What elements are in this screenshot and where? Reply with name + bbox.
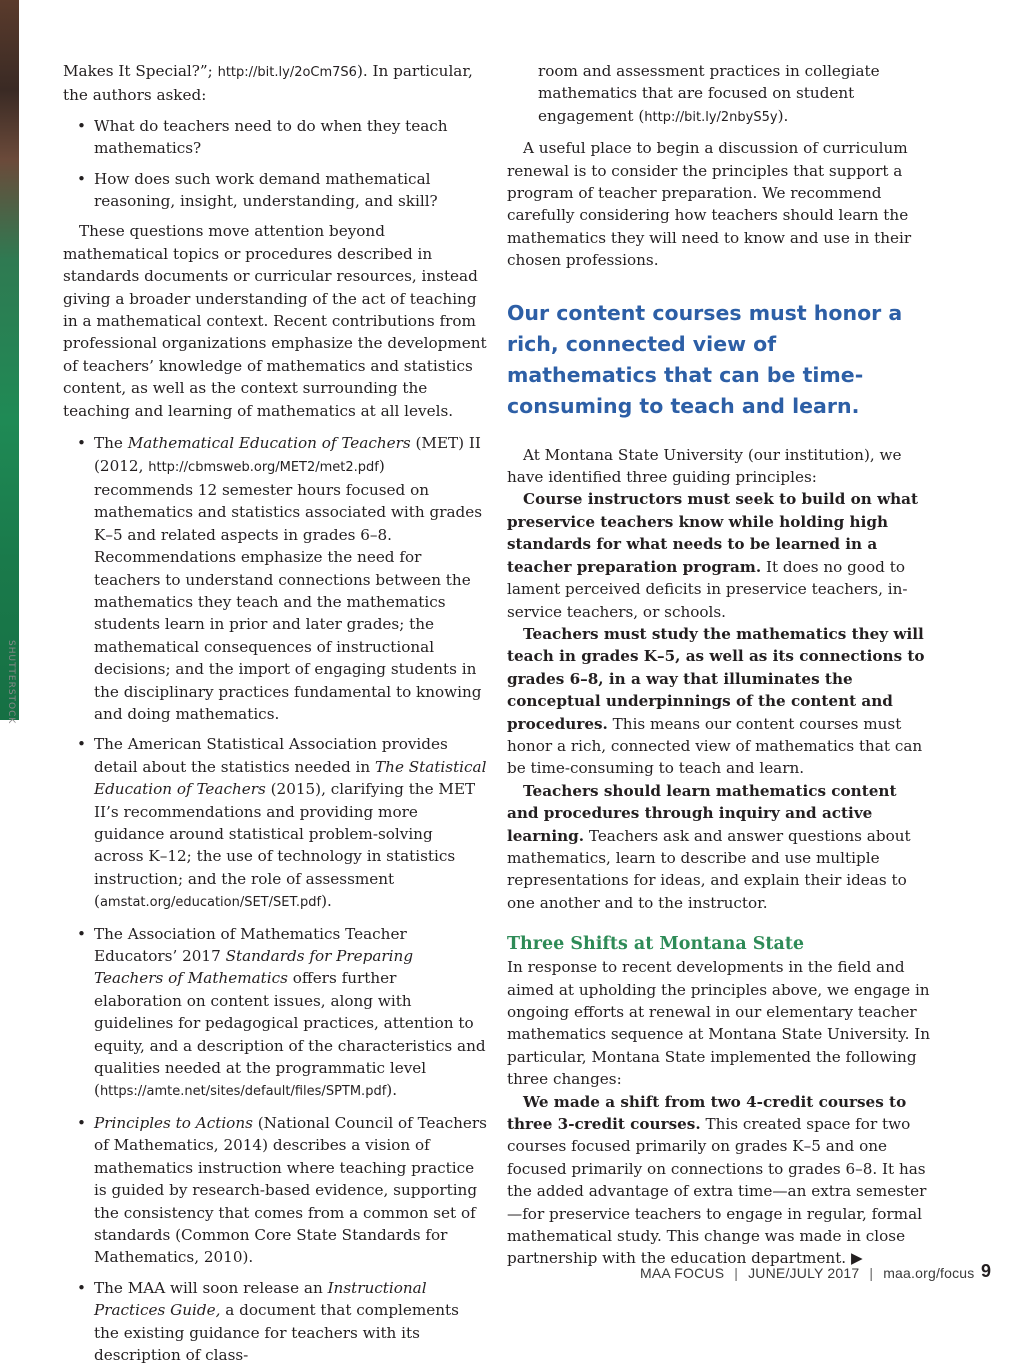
link-url[interactable]: http://bit.ly/2oCm7S6 bbox=[217, 65, 357, 80]
link-url[interactable]: https://amte.net/sites/default/files/SPTM.pdf bbox=[99, 1084, 387, 1100]
list-continuation: room and assessment practices in collegiate mathematics that are focused on student engagement (http://bit.ly/2nbyS5y). bbox=[538, 62, 880, 125]
question-list bbox=[63, 115, 487, 213]
principle-paragraph: Teachers should learn mathematics content and procedures through inquiry and active learning. Teachers ask and answer questions about mathematics, learn to describe and use multiple representations for ideas, and explain their ideas to one another and to the instructor. bbox=[507, 781, 911, 912]
list-item: • How does such work demand mathematical reasoning, insight, understanding, and skill? bbox=[63, 168, 487, 213]
list-item: • The MAA will soon release an Instructional Practices Guide, a document that complements the existing guidance for teachers with its description of class- bbox=[63, 1277, 487, 1366]
photo-edge bbox=[0, 0, 19, 720]
body-paragraph: At Montana State University (our institution), we have identified three guiding principles: bbox=[507, 445, 902, 487]
principle-paragraph: Course instructors must seek to build on what preservice teachers know while holding high standards for what needs to be learned in a teacher preparation program. It does no good to lament perceived deficits in preservice teachers, in-service teachers, or schools. bbox=[507, 490, 919, 621]
principle-paragraph: Teachers must study the mathematics they will teach in grades K–5, as well as its connections to grades 6–8, in a way that illuminates the conceptual underpinnings of the content and procedures. This means our content courses must honor a rich, connected view of mathematics that can be time-consuming to teach and learn. bbox=[507, 624, 925, 778]
shift-paragraph: We made a shift from two 4-credit courses to three 3-credit courses. This created space for two courses focused primarily on grades K–5 and one focused primarily on connections to grades 6–8. It has the added advantage of extra time—an extra semester—for preservice teachers to engage in regular, formal mathematical study. This change was made in close partnership with the education department. ▶ bbox=[507, 1092, 927, 1268]
link-url[interactable]: amstat.org/education/SET/SET.pdf bbox=[99, 895, 322, 911]
issue-date: JUNE/JULY 2017 bbox=[748, 1265, 860, 1281]
publication-name: MAA FOCUS bbox=[640, 1265, 725, 1281]
body-paragraph: A useful place to begin a discussion of curriculum renewal is to consider the principles that support a program of teacher preparation. We recommend carefully considering how teachers should learn the mathematics they will need to know and use in their chosen professions. bbox=[507, 139, 912, 270]
left-column bbox=[63, 60, 487, 1366]
list-item: • The American Statistical Association provides detail about the statistics needed in The Statistical Education of Teachers (2015), clarifying the MET II’s recommendations and providing more guidance around statistical problem-solving across K–12; the use of technology in statistics instruction; and the role of assessment (amstat.org/education/SET/SET.pdf). bbox=[63, 733, 487, 914]
body-paragraph: In response to recent developments in the field and aimed at upholding the principles above, we engage in ongoing efforts at renewal in our elementary teacher mathematics sequence at Montana State University. In particular, Montana State implemented the following three changes: bbox=[507, 958, 931, 1089]
page-footer: MAA FOCUS | JUNE/JULY 2017 | maa.org/focus bbox=[640, 1265, 975, 1281]
intro-paragraph: Makes It Special?”; http://bit.ly/2oCm7S6). In particular, the authors asked: bbox=[63, 62, 473, 105]
organization-list bbox=[63, 432, 487, 1366]
pull-quote: Our content courses must honor a rich, connected view of mathematics that can be time-consuming to teach and learn. bbox=[507, 300, 903, 418]
list-item: • The Association of Mathematics Teacher Educators’ 2017 Standards for Preparing Teachers of Mathematics offers further elaboration on content issues, along with guidelines for pedagogical practices, attention to equity, and a description of the characteristics and qualities needed at the programmatic level (https://amte.net/sites/default/files/SPTM.pdf). bbox=[63, 923, 487, 1104]
link-url[interactable]: http://cbmsweb.org/MET2/met2.pdf bbox=[148, 459, 379, 475]
body-paragraph: These questions move attention beyond mathematical topics or procedures described in standards documents or curricular resources, instead giving a broader understanding of the act of teaching in a mathematical context. Recent contributions from professional organizations emphasize the development of teachers’ knowledge of mathematics and statistics content, as well as the context surrounding the teaching and learning of mathematics at all levels. bbox=[63, 222, 487, 420]
list-item: • Principles to Actions (National Council of Teachers of Mathematics, 2014) describes a vision of mathematics instruction where teaching practice is guided by research-based evidence, supporting the consistency that comes from a common set of standards (Common Core State Standards for Mathematics, 2010). bbox=[63, 1112, 487, 1269]
site-link[interactable]: maa.org/focus bbox=[883, 1265, 975, 1281]
section-heading: Three Shifts at Montana State bbox=[507, 934, 805, 955]
list-item: • What do teachers need to do when they teach mathematics? bbox=[63, 115, 487, 160]
photo-credit: SHUTTERSTOCK bbox=[6, 640, 16, 725]
page-number: 9 bbox=[981, 1261, 992, 1281]
right-column bbox=[507, 60, 931, 1270]
link-url[interactable]: http://bit.ly/2nbyS5y bbox=[644, 109, 778, 125]
continue-arrow-icon: ▶ bbox=[850, 1249, 863, 1268]
list-item: • The Mathematical Education of Teachers (MET) II (2012, http://cbmsweb.org/MET2/met2.pdf) recommends 12 semester hours focused on mathematics and statistics associated with grades K–5 and related aspects in grades 6–8. Recommendations emphasize the need for teachers to understand connections between the mathematics they teach and the mathematics students learn in prior and later grades; the mathematical consequences of instructional decisions; and the import of engaging students in the disciplinary practices fundamental to knowing and doing mathematics. bbox=[63, 432, 487, 725]
